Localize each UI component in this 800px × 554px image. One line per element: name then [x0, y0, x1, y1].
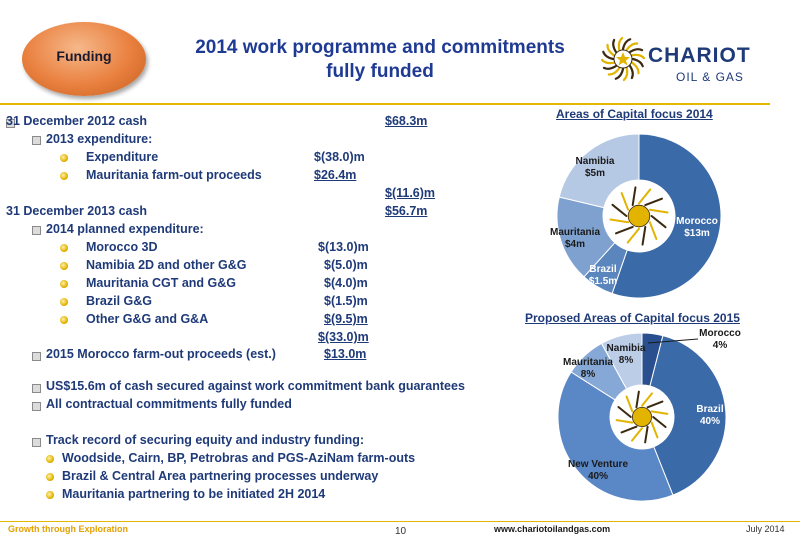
- circle-bullet-icon: [60, 298, 68, 306]
- logo-ray: [632, 55, 644, 58]
- namibia-2d-value: $(5.0)m: [324, 258, 368, 272]
- other-gga-label: Other G&G and G&A: [86, 312, 209, 326]
- square-bullet-icon: [32, 226, 41, 235]
- logo-name: CHARIOT: [648, 44, 751, 67]
- circle-bullet-icon: [46, 491, 54, 499]
- chariot-logo-icon: [600, 36, 646, 82]
- circle-bullet-icon: [60, 244, 68, 252]
- pie-label-namibia: Namibia $5m: [575, 156, 615, 179]
- logo-star-icon: [628, 205, 650, 227]
- logo-star-icon: [632, 407, 651, 426]
- circle-bullet-icon: [60, 172, 68, 180]
- circle-bullet-icon: [46, 473, 54, 481]
- logo-ray: [630, 66, 633, 78]
- pie-label-brazil: Brazil 40%: [696, 404, 724, 427]
- cash-2012-label: 31 December 2012 cash: [6, 114, 148, 128]
- mauritania-farmout-value: $26.4m: [314, 168, 357, 182]
- square-bullet-icon: [32, 136, 41, 145]
- logo-ray: [604, 66, 616, 69]
- chart-2015-title: Proposed Areas of Capital focus 2015: [525, 311, 740, 325]
- pie-label-new-venture: New Venture 40%: [567, 459, 629, 482]
- chart-2014-title: Areas of Capital focus 2014: [556, 107, 713, 121]
- pie-label-morocco: Morocco 4%: [699, 328, 741, 351]
- pie-2014-center-logo: [603, 180, 675, 252]
- footer-divider: [0, 521, 800, 522]
- namibia-2d-label: Namibia 2D and other G&G: [86, 258, 247, 272]
- brazil-gg-label: Brazil G&G: [86, 294, 152, 308]
- header-divider: [0, 103, 770, 105]
- footer-date: July 2014: [746, 524, 785, 534]
- pie-label-morocco: Morocco $13m: [676, 216, 718, 239]
- circle-bullet-icon: [60, 262, 68, 270]
- morocco-3d-label: Morocco 3D: [86, 240, 158, 254]
- morocco-farmout-value: $13.0m: [324, 347, 367, 361]
- logo-ray: [613, 40, 616, 52]
- logo-ray: [602, 60, 614, 63]
- note-guarantees: US$15.6m of cash secured against work commitment bank guarantees: [46, 379, 465, 393]
- expenditure-2013-label: 2013 expenditure:: [46, 132, 153, 146]
- slide-title-line1: 2014 work programme and commitments: [195, 37, 565, 58]
- expenditure-label: Expenditure: [86, 150, 159, 164]
- planned-2014-total: $(33.0)m: [318, 330, 369, 344]
- mauritania-cgt-value: $(4.0)m: [324, 276, 368, 290]
- note-farmouts: Woodside, Cairn, BP, Petrobras and PGS-AziNam farm-outs: [62, 451, 416, 465]
- mauritania-cgt-label: Mauritania CGT and G&G: [86, 276, 237, 290]
- note-mauritania-partnering: Mauritania partnering to be initiated 2H 2014: [62, 487, 326, 501]
- footer-url[interactable]: www.chariotoilandgas.com: [494, 524, 611, 534]
- note-brazil-partnering: Brazil & Central Area partnering processes underway: [62, 469, 379, 483]
- note-commitments: All contractual commitments fully funded: [46, 397, 292, 411]
- funding-label: Funding: [56, 48, 112, 64]
- square-bullet-icon: [32, 352, 41, 361]
- pie-label-brazil: Brazil $1.5m: [588, 264, 618, 287]
- brazil-gg-value: $(1.5)m: [324, 294, 368, 308]
- pie-label-namibia: Namibia 8%: [606, 343, 646, 366]
- logo-ray: [624, 68, 627, 80]
- note-track-record: Track record of securing equity and industry funding:: [46, 433, 365, 447]
- expenditure-value: $(38.0)m: [314, 150, 365, 164]
- pie-chart-2014: [549, 122, 725, 302]
- cash-2012-value: $68.3m: [385, 114, 428, 128]
- slide-title: [170, 36, 590, 84]
- slide-title-line2: fully funded: [326, 61, 434, 82]
- cash-2013-value: $56.7m: [385, 204, 428, 218]
- square-bullet-icon: [32, 438, 41, 447]
- logo-ray: [630, 49, 642, 52]
- morocco-3d-value: $(13.0)m: [318, 240, 369, 254]
- circle-bullet-icon: [60, 154, 68, 162]
- planned-2014-label: 2014 planned expenditure:: [46, 222, 204, 236]
- pie-2015-center-logo: [610, 385, 674, 449]
- square-bullet-icon: [32, 402, 41, 411]
- circle-bullet-icon: [46, 455, 54, 463]
- square-bullet-icon: [32, 384, 41, 393]
- mauritania-farmout-label: Mauritania farm-out proceeds: [86, 168, 262, 182]
- other-gga-value: $(9.5)m: [324, 312, 368, 326]
- pie-label-mauritania: Mauritania $4m: [549, 227, 601, 250]
- pie-chart-2015: [520, 325, 770, 510]
- pie-label-mauritania: Mauritania 8%: [562, 357, 614, 380]
- logo-ray: [619, 38, 622, 50]
- circle-bullet-icon: [60, 280, 68, 288]
- logo-subtitle: OIL & GAS: [676, 70, 744, 84]
- morocco-farmout-label: 2015 Morocco farm-out proceeds (est.): [46, 347, 276, 361]
- expenditure-2013-total: $(11.6)m: [385, 186, 436, 200]
- footer-tagline: Growth through Exploration: [8, 524, 128, 534]
- page-number: 10: [395, 526, 407, 537]
- circle-bullet-icon: [60, 316, 68, 324]
- cash-2013-label: 31 December 2013 cash: [6, 204, 148, 218]
